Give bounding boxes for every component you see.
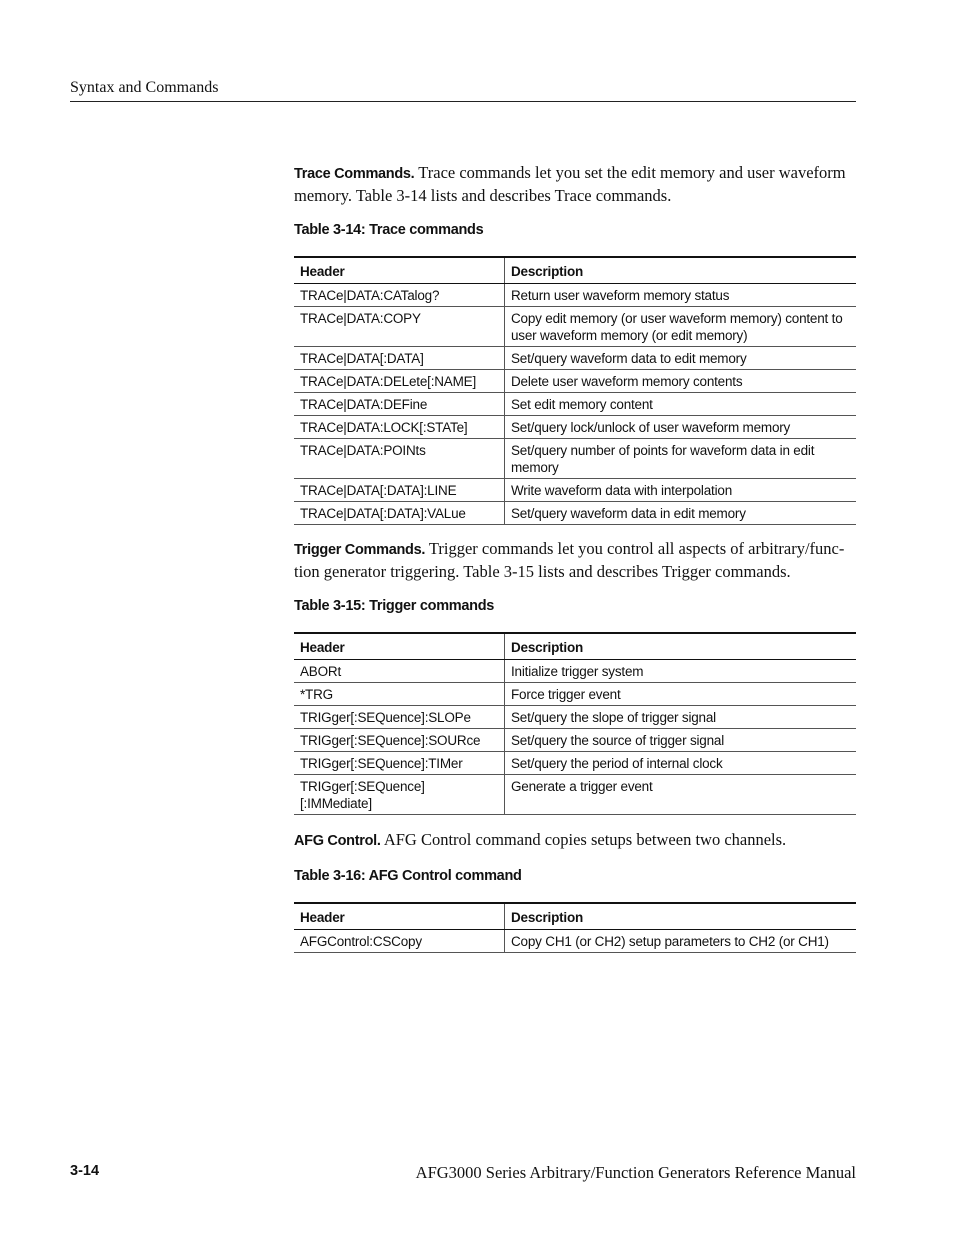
table-row [294, 347, 856, 370]
command-description-cell: Write waveform data with interpolation [505, 479, 857, 502]
command-description-cell: Copy edit memory (or user waveform memory) content to user waveform memory (or edit memory) [505, 307, 857, 347]
trigger-heading: Trigger Commands. [294, 542, 426, 558]
afg-intro-text: AFG Control command copies setups between two channels. [380, 830, 787, 849]
command-header-cell: TRIGger[:SEQuence]:SOURce [294, 729, 505, 752]
trace-intro-text: Trace commands let you set the edit memory and user waveform memory. Table 3-14 lists and describes Trace commands. [294, 163, 846, 205]
table-row [294, 775, 856, 815]
command-description-cell: Set/query waveform data to edit memory [505, 347, 857, 370]
table-header-row [294, 633, 856, 660]
table-row [294, 439, 856, 479]
command-description-cell: Set/query lock/unlock of user waveform memory [505, 416, 857, 439]
table-row [294, 930, 856, 953]
command-header-cell: TRACe|DATA:DELete[:NAME] [294, 370, 505, 393]
table-row [294, 393, 856, 416]
command-header-cell: TRACe|DATA[:DATA]:VALue [294, 502, 505, 525]
command-description-cell: Initialize trigger system [505, 660, 857, 683]
table-row [294, 729, 856, 752]
command-description-cell: Copy CH1 (or CH2) setup parameters to CH2 (or CH1) [505, 930, 857, 953]
command-description-cell: Set/query the period of internal clock [505, 752, 857, 775]
command-header-cell: *TRG [294, 683, 505, 706]
command-description-cell: Set edit memory content [505, 393, 857, 416]
command-header-cell: TRACe|DATA:POINts [294, 439, 505, 479]
column-header: Description [505, 257, 857, 284]
table-row [294, 370, 856, 393]
afg-heading: AFG Control. [294, 833, 381, 849]
command-header-cell: TRACe|DATA[:DATA]:LINE [294, 479, 505, 502]
command-header-cell: TRACe|DATA:CATalog? [294, 284, 505, 307]
running-head: Syntax and Commands [70, 79, 219, 96]
command-description-cell: Set/query number of points for waveform data in edit memory [505, 439, 857, 479]
command-header-cell: TRIGger[:SEQuence] [:IMMediate] [294, 775, 505, 815]
header-rule [70, 101, 856, 102]
table-row [294, 706, 856, 729]
table-row [294, 502, 856, 525]
table-row [294, 416, 856, 439]
command-description-cell: Set/query waveform data in edit memory [505, 502, 857, 525]
command-header-cell: AFGControl:CSCopy [294, 930, 505, 953]
trigger-intro-paragraph [294, 538, 856, 582]
table-row [294, 660, 856, 683]
trace-table-caption: Table 3-14: Trace commands [294, 222, 484, 238]
trace-intro-paragraph [294, 162, 856, 206]
manual-title: AFG3000 Series Arbitrary/Function Generators Reference Manual [415, 1163, 856, 1182]
table-row [294, 284, 856, 307]
table-row [294, 752, 856, 775]
command-description-cell: Set/query the source of trigger signal [505, 729, 857, 752]
table-header-row [294, 903, 856, 930]
command-header-cell: ABORt [294, 660, 505, 683]
trigger-commands-table [294, 632, 856, 815]
table-header-row [294, 257, 856, 284]
page-number: 3-14 [70, 1163, 100, 1179]
trigger-intro-text: Trigger commands let you control all aspects of arbitrary/func-tion generator triggering. Table 3-15 lists and describes Trigger commands. [294, 539, 845, 581]
table-row [294, 307, 856, 347]
trigger-table-caption: Table 3-15: Trigger commands [294, 598, 495, 614]
afg-control-table [294, 902, 856, 953]
command-header-cell: TRIGger[:SEQuence]:TIMer [294, 752, 505, 775]
command-header-cell: TRACe|DATA:COPY [294, 307, 505, 347]
command-description-cell: Set/query the slope of trigger signal [505, 706, 857, 729]
trace-commands-table [294, 256, 856, 525]
command-description-cell: Generate a trigger event [505, 775, 857, 815]
table-row [294, 479, 856, 502]
command-header-cell: TRIGger[:SEQuence]:SLOPe [294, 706, 505, 729]
column-header: Header [294, 903, 505, 930]
command-header-cell: TRACe|DATA:LOCK[:STATe] [294, 416, 505, 439]
column-header: Description [505, 633, 857, 660]
command-header-cell: TRACe|DATA[:DATA] [294, 347, 505, 370]
column-header: Header [294, 633, 505, 660]
command-header-cell: TRACe|DATA:DEFine [294, 393, 505, 416]
trace-heading: Trace Commands. [294, 166, 415, 182]
command-description-cell: Delete user waveform memory contents [505, 370, 857, 393]
afg-table-caption: Table 3-16: AFG Control command [294, 868, 522, 884]
command-description-cell: Force trigger event [505, 683, 857, 706]
table-row [294, 683, 856, 706]
afg-intro-paragraph [294, 829, 856, 852]
column-header: Description [505, 903, 857, 930]
command-description-cell: Return user waveform memory status [505, 284, 857, 307]
column-header: Header [294, 257, 505, 284]
